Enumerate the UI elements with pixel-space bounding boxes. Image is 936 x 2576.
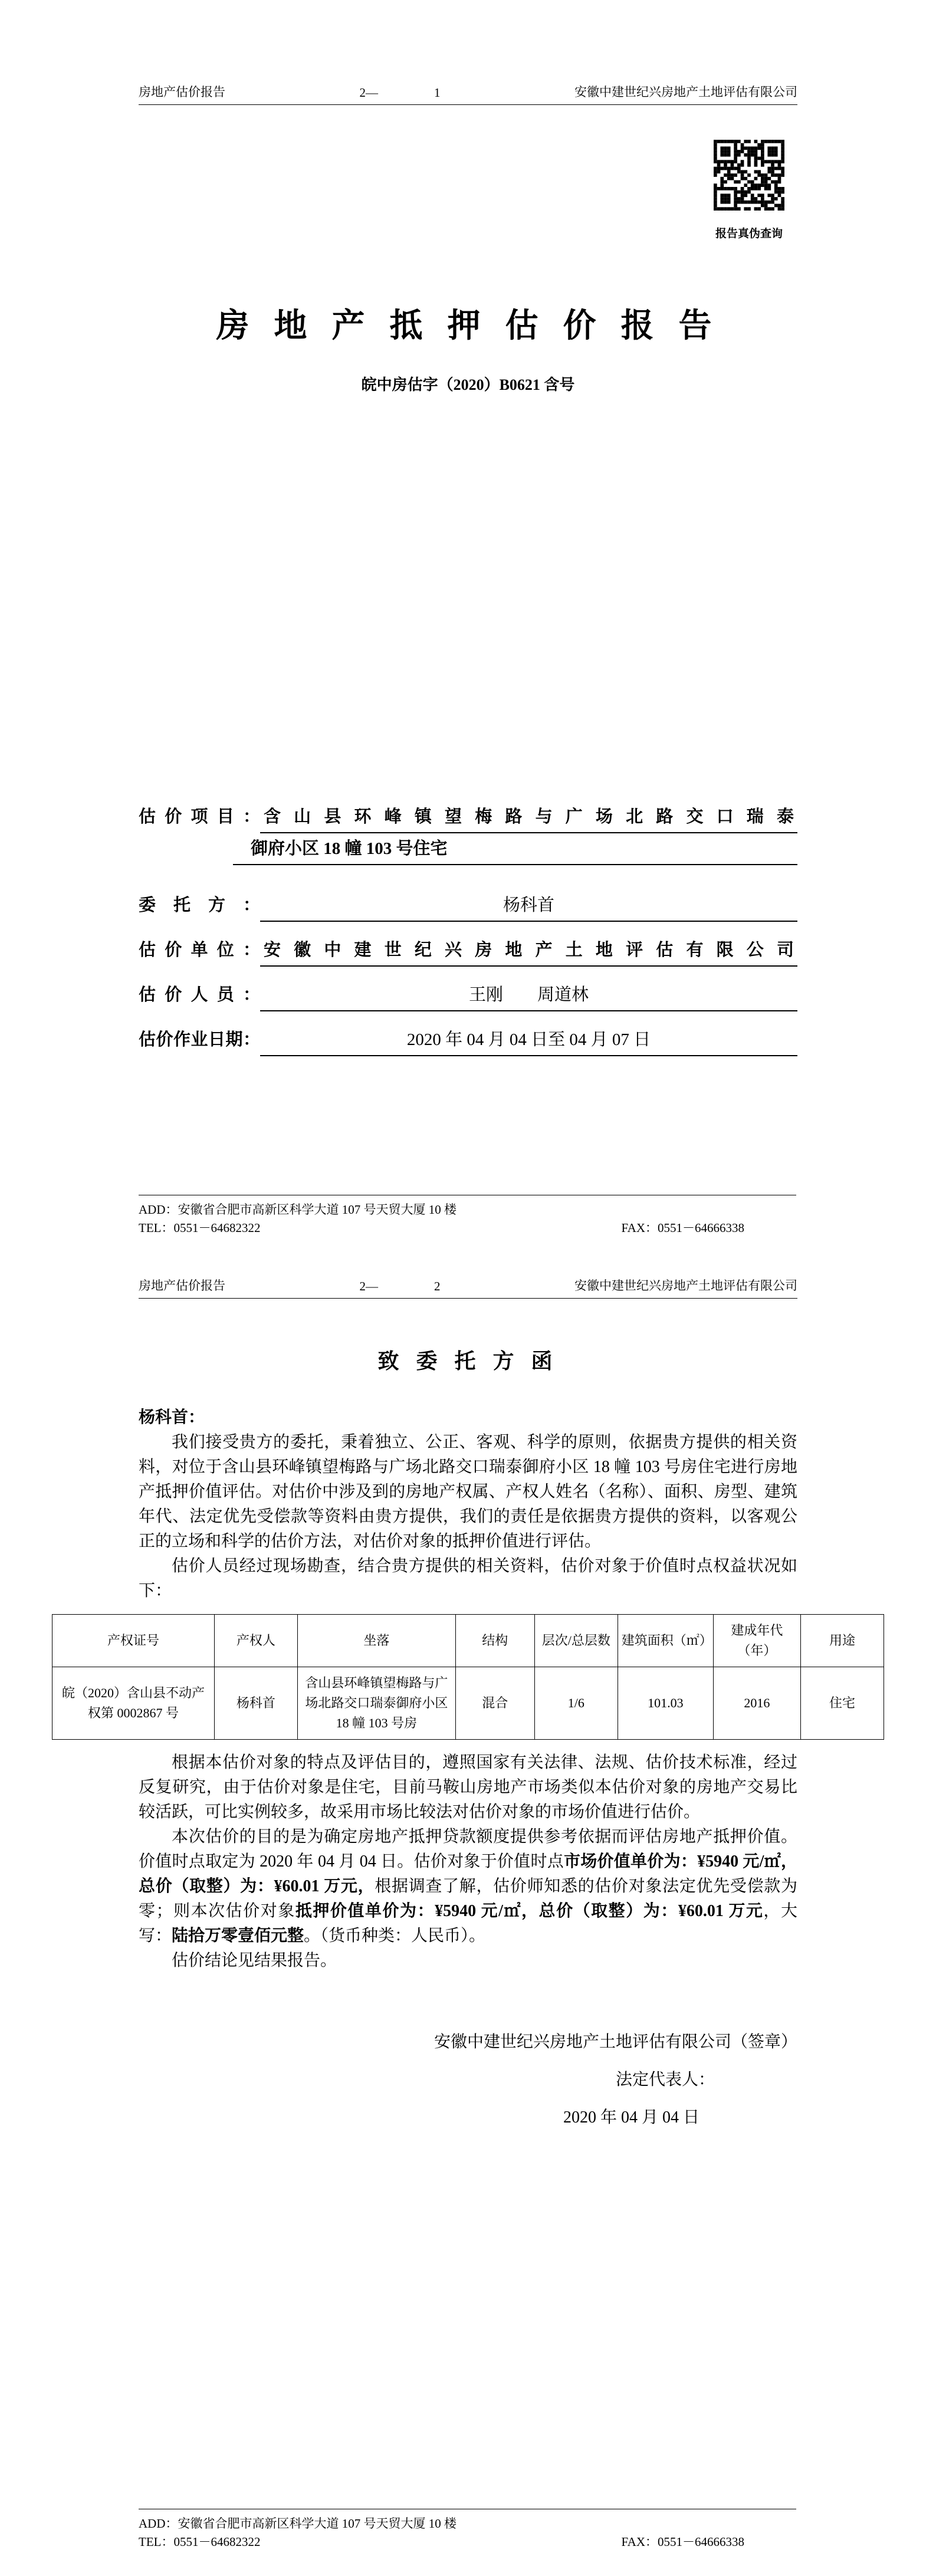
- page-footer: [139, 2509, 796, 2551]
- agency-value: 安徽中建世纪兴房地产土地评估有限公司: [260, 935, 797, 967]
- footer-address: ADD：安徽省合肥市高新区科学大道 107 号天贸大厦 10 楼: [139, 1202, 456, 1217]
- table-header-cell: 层次/总层数: [534, 1615, 618, 1667]
- table-cell: 101.03: [618, 1667, 713, 1740]
- table-cell: 1/6: [534, 1667, 618, 1740]
- page-header: [139, 1262, 797, 1299]
- table-cell: 混合: [455, 1667, 534, 1740]
- paragraph-engagement: 我们接受贵方的委托，秉着独立、公正、客观、科学的原则，依据贵方提供的相关资料，对位于含山县环峰镇望梅路与广场北路交口瑞泰御府小区 18 幢 103 号房住宅进行房地产抵押价值评估。对估价中涉及到的房地产权属、产权人姓名（名称）、面积、房型、建筑年代、法定优先受偿款等资料由贵方提供，我们的责任是依据贵方提供的资料，以客观公正的立场和科学的估价方法，对估价对象的抵押价值进行评估。: [139, 1433, 797, 1550]
- footer-tel: TEL：0551－64682322: [139, 2535, 261, 2549]
- footer-fax: FAX：0551－64666338: [621, 1221, 744, 1235]
- letter-salutation: 杨科首：: [139, 1408, 205, 1427]
- header-doc-type: 房地产估价报告: [139, 85, 225, 99]
- header-company-name: 安徽中建世纪兴房地产土地评估有限公司: [574, 85, 797, 99]
- table-header-cell: 产权人: [214, 1615, 297, 1667]
- qr-block: [714, 140, 784, 241]
- paragraph-survey-intro: 估价人员经过现场勘查，结合贵方提供的相关资料，估价对象于价值时点权益状况如下：: [139, 1557, 797, 1600]
- form-row-staff: [139, 980, 797, 1011]
- signature-block: [139, 2030, 797, 2130]
- header-doc-type: 房地产估价报告: [139, 1279, 225, 1293]
- signature-date: 2020 年 04 月 04 日: [563, 2108, 699, 2127]
- form-row-date: [139, 1024, 797, 1056]
- signature-company: 安徽中建世纪兴房地产土地评估有限公司（签章）: [433, 2033, 797, 2052]
- table-header-cell: 用途: [800, 1615, 884, 1667]
- form-row-client: [139, 890, 797, 922]
- client-label: 委托方：: [139, 896, 260, 915]
- page-2-letter: [0, 1262, 936, 2576]
- paragraph-conclusion-note: 估价结论见结果报告。: [172, 1951, 337, 1970]
- text-segment: 本次估价的目的是为确定房地产抵押贷款额度提供参考依据而评估房地产抵押价值。价值时点取定为 2020 年 04 月 04 日。估价对象于价值时点: [139, 1828, 797, 1871]
- header-page-label: 2—: [359, 1279, 378, 1293]
- qr-caption: 报告真伪查询: [715, 228, 783, 240]
- project-value-line1: 含山县环峰镇望梅路与广场北路交口瑞泰: [260, 801, 797, 833]
- work-date-label: 估价作业日期：: [139, 1030, 260, 1049]
- page-1-cover: [0, 0, 936, 1262]
- header-page-num: 1: [434, 86, 441, 100]
- header-page-label: 2—: [359, 86, 378, 100]
- cover-form: [139, 801, 797, 1056]
- agency-label: 估价单位：: [139, 941, 260, 960]
- table-cell: 皖（2020）含山县不动产权第 0002867 号: [52, 1667, 215, 1740]
- report-title: 房 地 产 抵 押 估 价 报 告: [216, 308, 720, 344]
- text-segment: 。（货币种类：人民币）。: [304, 1927, 486, 1946]
- text-segment: 根据调查了解，估价师知悉的估价对象法定优先受偿款为零；则本次估价对象: [139, 1877, 797, 1921]
- header-page-number: [225, 1279, 574, 1294]
- work-date-value: 2020 年 04 月 04 日至 04 月 07 日: [260, 1024, 797, 1056]
- letter-title: 致 委 托 方 函: [377, 1349, 559, 1373]
- client-value: 杨科首: [260, 890, 797, 922]
- text-segment: ，大写：: [139, 1902, 797, 1946]
- staff-label: 估价人员：: [139, 985, 260, 1004]
- amount-in-words: 陆拾万零壹佰元整: [172, 1927, 304, 1946]
- table-header-cell: 结构: [455, 1615, 534, 1667]
- staff-value: 王刚 周道林: [260, 980, 797, 1011]
- rights-table: [52, 1614, 884, 1740]
- table-header-cell: 建筑面积（㎡）: [618, 1615, 713, 1667]
- qr-code: [714, 140, 784, 211]
- project-value-line2: 御府小区 18 幢 103 号住宅: [233, 833, 797, 865]
- table-cell: 住宅: [800, 1667, 884, 1740]
- table-header-row: [52, 1615, 884, 1667]
- header-page-number: [225, 86, 574, 100]
- form-row-project-line2: [139, 833, 797, 865]
- header-company-name: 安徽中建世纪兴房地产土地评估有限公司: [574, 1279, 797, 1293]
- paragraph-method: 根据本估价对象的特点及评估目的，遵照国家有关法律、法规、估价技术标准，经过反复研究，由于估价对象是住宅，目前马鞍山房地产市场类似本估价对象的房地产交易比较活跃，可比实例较多，故采用市场比较法对估价对象的市场价值进行估价。: [139, 1753, 797, 1822]
- footer-address: ADD：安徽省合肥市高新区科学大道 107 号天贸大厦 10 楼: [139, 2516, 456, 2531]
- table-row: [52, 1667, 884, 1740]
- project-label: 估价项目：: [139, 807, 260, 826]
- footer-fax: FAX：0551－64666338: [621, 2535, 744, 2549]
- header-page-num: 2: [434, 1279, 441, 1293]
- table-header-cell: 建成年代（年）: [713, 1615, 800, 1667]
- report-doc-number: 皖中房估字（2020）B0621 含号: [361, 376, 575, 393]
- form-row-project: [139, 801, 797, 833]
- table-header-cell: 坐落: [297, 1615, 455, 1667]
- table-header-cell: 产权证号: [52, 1615, 215, 1667]
- table-cell: 杨科首: [214, 1667, 297, 1740]
- paragraph-valuation-result: [139, 1825, 797, 1949]
- form-row-agency: [139, 935, 797, 967]
- page-footer: [139, 1195, 796, 1237]
- table-cell: 2016: [713, 1667, 800, 1740]
- page-header: [139, 0, 797, 105]
- mortgage-value-figures: 抵押价值单价为：¥5940 元/㎡，总价（取整）为：¥60.01 万元: [295, 1902, 764, 1921]
- footer-tel: TEL：0551－64682322: [139, 1221, 261, 1235]
- signature-legal-rep: 法定代表人：: [615, 2071, 715, 2089]
- table-cell: 含山县环峰镇望梅路与广场北路交口瑞泰御府小区 18 幢 103 号房: [297, 1667, 455, 1740]
- market-value-figures: 市场价值单价为：¥5940 元/㎡，总价（取整）为：¥60.01 万元，: [139, 1852, 797, 1896]
